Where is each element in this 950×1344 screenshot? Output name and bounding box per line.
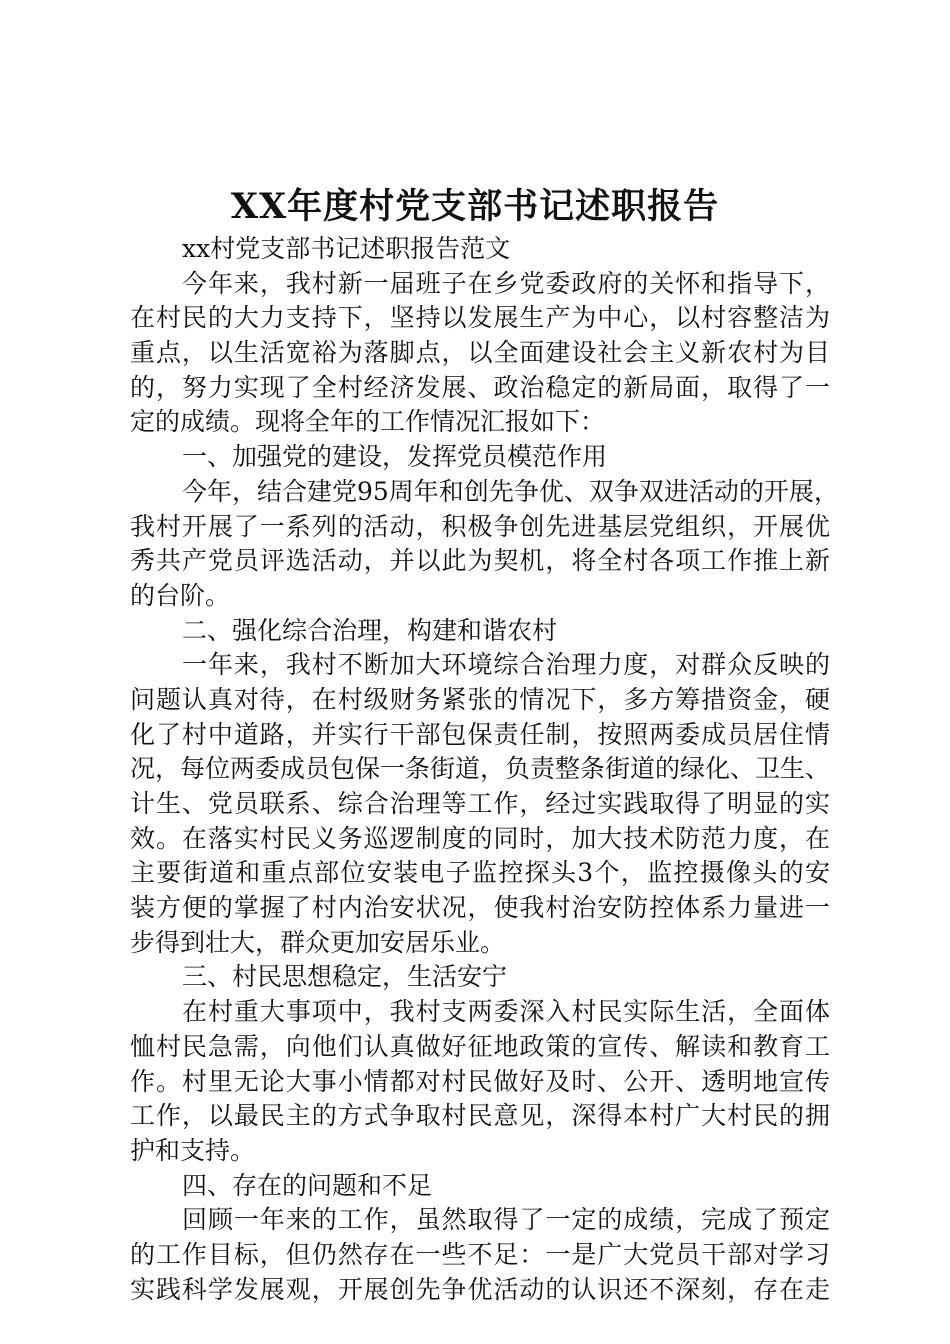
body-line: 重点，以生活宽裕为落脚点，以全面建设社会主义新农村为目 bbox=[130, 338, 830, 368]
body-line: 定的成绩。现将全年的工作情况汇报如下： bbox=[130, 407, 606, 437]
body-line: 计生、党员联系、综合治理等工作，经过实践取得了明显的实 bbox=[130, 789, 830, 818]
body-line: 实践科学发展观，开展创先争优活动的认识还不深刻，存在走 bbox=[130, 1274, 830, 1304]
body-line: 问题认真对待，在村级财务紧张的情况下，多方筹措资金，硬 bbox=[130, 684, 830, 714]
body-line: 化了村中道路，并实行干部包保责任制，按照两委成员居住情 bbox=[130, 719, 830, 749]
body-line: 的台阶。 bbox=[130, 580, 231, 610]
body-line: 今年，结合建党95周年和创先争优、双争双进活动的开展， bbox=[182, 476, 839, 506]
body-line: 恤村民急需，向他们认真做好征地政策的宣传、解读和教育工 bbox=[130, 1031, 830, 1061]
body-line: 我村开展了一系列的活动，积极争创先进基层党组织，开展优 bbox=[130, 511, 830, 541]
body-line: 的，努力实现了全村经济发展、政治稳定的新局面，取得了一 bbox=[130, 372, 830, 402]
body-line: 一年来，我村不断加大环境综合治理力度，对群众反映的 bbox=[182, 650, 830, 680]
document-title: XX年度村党支部书记述职报告 bbox=[230, 186, 720, 227]
body-line: 今年来，我村新一届班子在乡党委政府的关怀和指导下， bbox=[182, 268, 830, 298]
body-line: 秀共产党员评选活动，并以此为契机，将全村各项工作推上新 bbox=[130, 546, 830, 576]
body-line: 三、村民思想稳定，生活安宁 bbox=[182, 962, 508, 992]
body-line: 在村民的大力支持下，坚持以发展生产为中心，以村容整洁为 bbox=[130, 303, 830, 333]
body-line: 作。村里无论大事小情都对村民做好及时、公开、透明地宣传 bbox=[130, 1066, 830, 1096]
body-line: 在村重大事项中，我村支两委深入村民实际生活，全面体 bbox=[182, 997, 830, 1027]
document-body bbox=[130, 232, 839, 1307]
body-line: 效。在落实村民义务巡逻制度的同时，加大技术防范力度，在 bbox=[130, 823, 830, 853]
body-line: 一、加强党的建设，发挥党员模范作用 bbox=[182, 442, 608, 472]
body-line: 护和支持。 bbox=[130, 1135, 256, 1165]
body-line: 主要街道和重点部位安装电子监控探头3个，监控摄像头的安 bbox=[130, 858, 830, 888]
body-line: 工作，以最民主的方式争取村民意见，深得本村广大村民的拥 bbox=[130, 1101, 830, 1131]
body-line: 四、存在的问题和不足 bbox=[182, 1170, 433, 1200]
body-line: 二、强化综合治理，构建和谐农村 bbox=[182, 615, 558, 645]
body-line: xx村党支部书记述职报告范文 bbox=[182, 234, 511, 263]
body-line: 步得到壮大，群众更加安居乐业。 bbox=[130, 927, 506, 957]
body-line: 回顾一年来的工作，虽然取得了一定的成绩，完成了预定 bbox=[182, 1205, 830, 1235]
body-line: 的工作目标，但仍然存在一些不足：一是广大党员干部对学习 bbox=[130, 1239, 830, 1269]
body-line: 况，每位两委成员包保一条街道，负责整条街道的绿化、卫生、 bbox=[130, 754, 831, 784]
body-line: 装方便的掌握了村内治安状况，使我村治安防控体系力量进一 bbox=[130, 893, 830, 923]
